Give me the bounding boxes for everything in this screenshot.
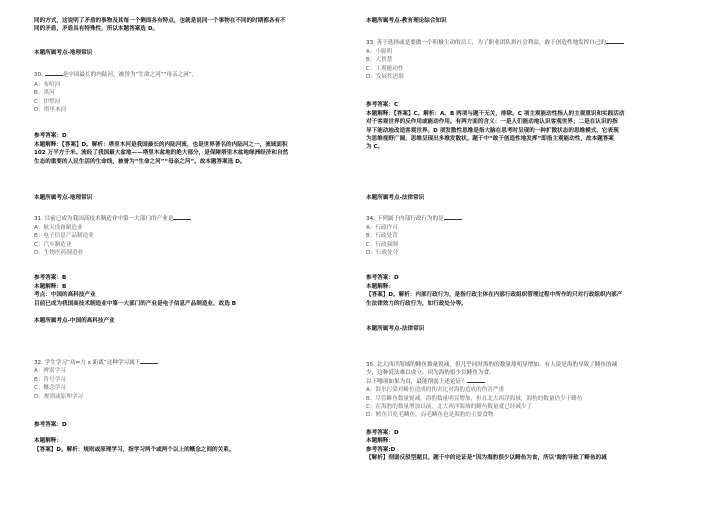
source-tag: 本题所属考点-地理常识 [34, 195, 93, 201]
question-number: 30. [34, 72, 45, 79]
stem-text: 以下哪项如果为真，最能削弱上述论证？ [366, 378, 467, 385]
answer-blank [444, 215, 462, 220]
source-tag: 本题所属考点-法律常识 [366, 195, 425, 201]
option-a: A：航天设备制造业 [34, 224, 83, 231]
answer-line: 参考答案：B [34, 275, 67, 282]
answer-line: 参考答案：D [366, 429, 399, 436]
option-b: B：行政处罚 [366, 233, 398, 240]
option-a: A：海水污染对鲱鱼造成的伤害比对海豹造成的伤害严重 [366, 387, 505, 394]
option-b: B：符号学习 [34, 376, 66, 383]
analysis-line: 本题解释：【答案】D。解析：塔里木河是我国最长的内陆河流，也是世界著名的内陆河之一，流域面积 [34, 141, 288, 148]
option-b: B：黑河 [34, 90, 55, 97]
analysis-line: 【解析】削弱反驳型题目。题干中的论证是“因为海豹很少以鲱鱼为食，所以‘海豹导致了鲱鱼的减 [366, 455, 607, 462]
option-a: A：辨别学习 [34, 368, 66, 375]
analysis-line: 生态的重要的人民生活的生命线，被誉为“生命之河”“母亲之河”。故本题答案选 D。 [34, 158, 246, 165]
stem-text: 33. 善于选择或是要做一个积极主动的员工，为了职业团队拼社会利益，敢于创造性地发挥自己的 [366, 40, 607, 47]
question-stem [34, 215, 364, 223]
option-c: C：主观能动性 [366, 65, 404, 72]
answer-line: 参考答案:D [366, 446, 396, 453]
option-b: B：尽管鲱鱼数量锐减，海豹数量明显增加，但在北大西洋海域，海豹的数量仍少于鲱鱼 [366, 395, 583, 402]
explain-line: 目前已成为我国高技术制造业中第一大部门的产业是电子信息产品制造业，故选 B [34, 300, 236, 307]
analysis-line: 本题解释：【答案】C。解析：A、B 两项与题干无关，排除。C 项主观能动性指人的主观意识和实践活动 [366, 110, 625, 117]
question-32 [34, 359, 364, 454]
option-c: C：伊犁河 [34, 98, 61, 105]
answer-blank [140, 359, 158, 364]
text-line: 同的矛盾，矛盾具有特殊性，所以本题答案选 D。 [34, 26, 159, 33]
analysis-line: 导下能动地改造客观世界。D 项发散性思维是指大脑在思考时呈现的一种扩散状态的思维模式，它表现 [366, 127, 619, 134]
analysis-line: 本题解释： [366, 438, 394, 445]
answer-blank [45, 71, 63, 76]
option-b: B：大智慧 [366, 57, 393, 64]
answer-blank [467, 378, 485, 383]
option-c: C：行政强制 [366, 241, 398, 248]
question-stem: 少，这种说法难以成立，因为海豹很少以鲱鱼为食。 [366, 370, 495, 377]
source-tag: 本题所属考点-中国的高科技产业 [34, 318, 115, 325]
option-d: D：塔里木河 [34, 107, 67, 114]
analysis-line: 为 C。 [366, 144, 384, 151]
option-c: C：汽车制造业 [34, 241, 72, 248]
question-stem [34, 71, 364, 79]
option-a: A：行政许可 [366, 224, 398, 231]
stem-text: 32. 学生学习“功=力 x 距离”这种学习属于 [34, 360, 141, 366]
source-tag: 本题所属考点-教育理论综合知识 [366, 18, 447, 24]
question-33 [366, 17, 696, 152]
question-31 [34, 194, 364, 325]
source-tag: 本题所属考点-地理常识 [34, 50, 93, 56]
question-35 [366, 361, 696, 462]
option-d: D：发展性思维 [366, 74, 404, 81]
analysis-line: 本题解释： [366, 283, 394, 290]
answer-line: 参考答案：D [34, 422, 67, 429]
analysis-line: 102 万平方千米。流经了我国最大盆地——塔里木盆地的绝大部分，是保障塔里木盆地绿洲经济和自然 [34, 150, 289, 157]
analysis-line: 生法律效力的行政行为，如行政处分等。 [366, 300, 467, 307]
option-c: C：在海豹的数量增加以前，北大西洋海域的鲱鱼数量就已经减少了 [366, 404, 533, 411]
answer-line: 参考答案：D [34, 133, 67, 140]
stem-text: 31. 目前已成为我国高技术制造业中第一大部门的产业是 [34, 216, 174, 223]
option-b: B：电子信息产品制造业 [34, 233, 94, 240]
question-stem [366, 215, 696, 223]
text-line: 同的方式，这说明了矛盾的事物及其每一个侧面各有特点，也就是说同一个事物在不同的时期都各有不 [34, 18, 286, 24]
option-a: A：小聪明 [366, 48, 393, 55]
question-34 [366, 194, 696, 333]
analysis-line: 【答案】D。解析：规则或原理学习，指学习两个或两个以上的概念之间的关系。 [34, 446, 235, 453]
continued-explanation [34, 17, 364, 34]
analysis-line: 对于客观世界的反作用或能动作用。有两方面的含义：一是人们能动地认识客观世界；二是在认识的指 [366, 119, 618, 126]
analysis-line: 本题解释： [34, 438, 62, 445]
question-stem [366, 378, 696, 386]
point-line: 考点：中国的高科技产业 [34, 292, 96, 299]
answer-blank [606, 39, 624, 44]
answer-line: 参考答案：C [366, 102, 399, 109]
option-d: D：规则或原理学习 [34, 393, 84, 400]
source-tag: 本题所属考点-法律常识 [366, 326, 425, 333]
option-d: D：生物医药制造业 [34, 250, 84, 257]
option-d: D：鳕鱼只吃毛鳞鱼，而毛鳞鱼也是海豹的主要食物 [366, 412, 494, 419]
analysis-line: 为思维视野广阔，思维呈现出多维发散状。题干中“敢于创造性地发挥”即指主观能动性，故本题答案 [366, 136, 614, 143]
option-a: A：布哈河 [34, 81, 61, 88]
answer-line: 参考答案：D [366, 275, 399, 282]
analysis-line: 本题解释：B [34, 283, 67, 290]
question-stem [34, 359, 364, 367]
analysis-line: 【答案】D。解析：内部行政行为，是指行政主体在内部行政组织管理过程中所作的只对行政组织内部产 [366, 292, 623, 299]
question-30 [34, 49, 364, 166]
option-d: D：行政处分 [366, 250, 399, 257]
option-c: C：概念学习 [34, 385, 66, 392]
stem-text: 34. 下列属于内部行政行为的是 [366, 216, 444, 223]
answer-blank [173, 215, 191, 220]
question-stem [366, 39, 696, 47]
stem-text: 是中国最长的内陆河，被誉为“生命之河”“母亲之河”。 [62, 72, 198, 79]
question-stem: 35. 北大西洋海域的鲱鱼数量锐减，但几乎同时海豹的数量却明显增加。有人说是海豹导致了鲱鱼的减 [366, 362, 618, 368]
